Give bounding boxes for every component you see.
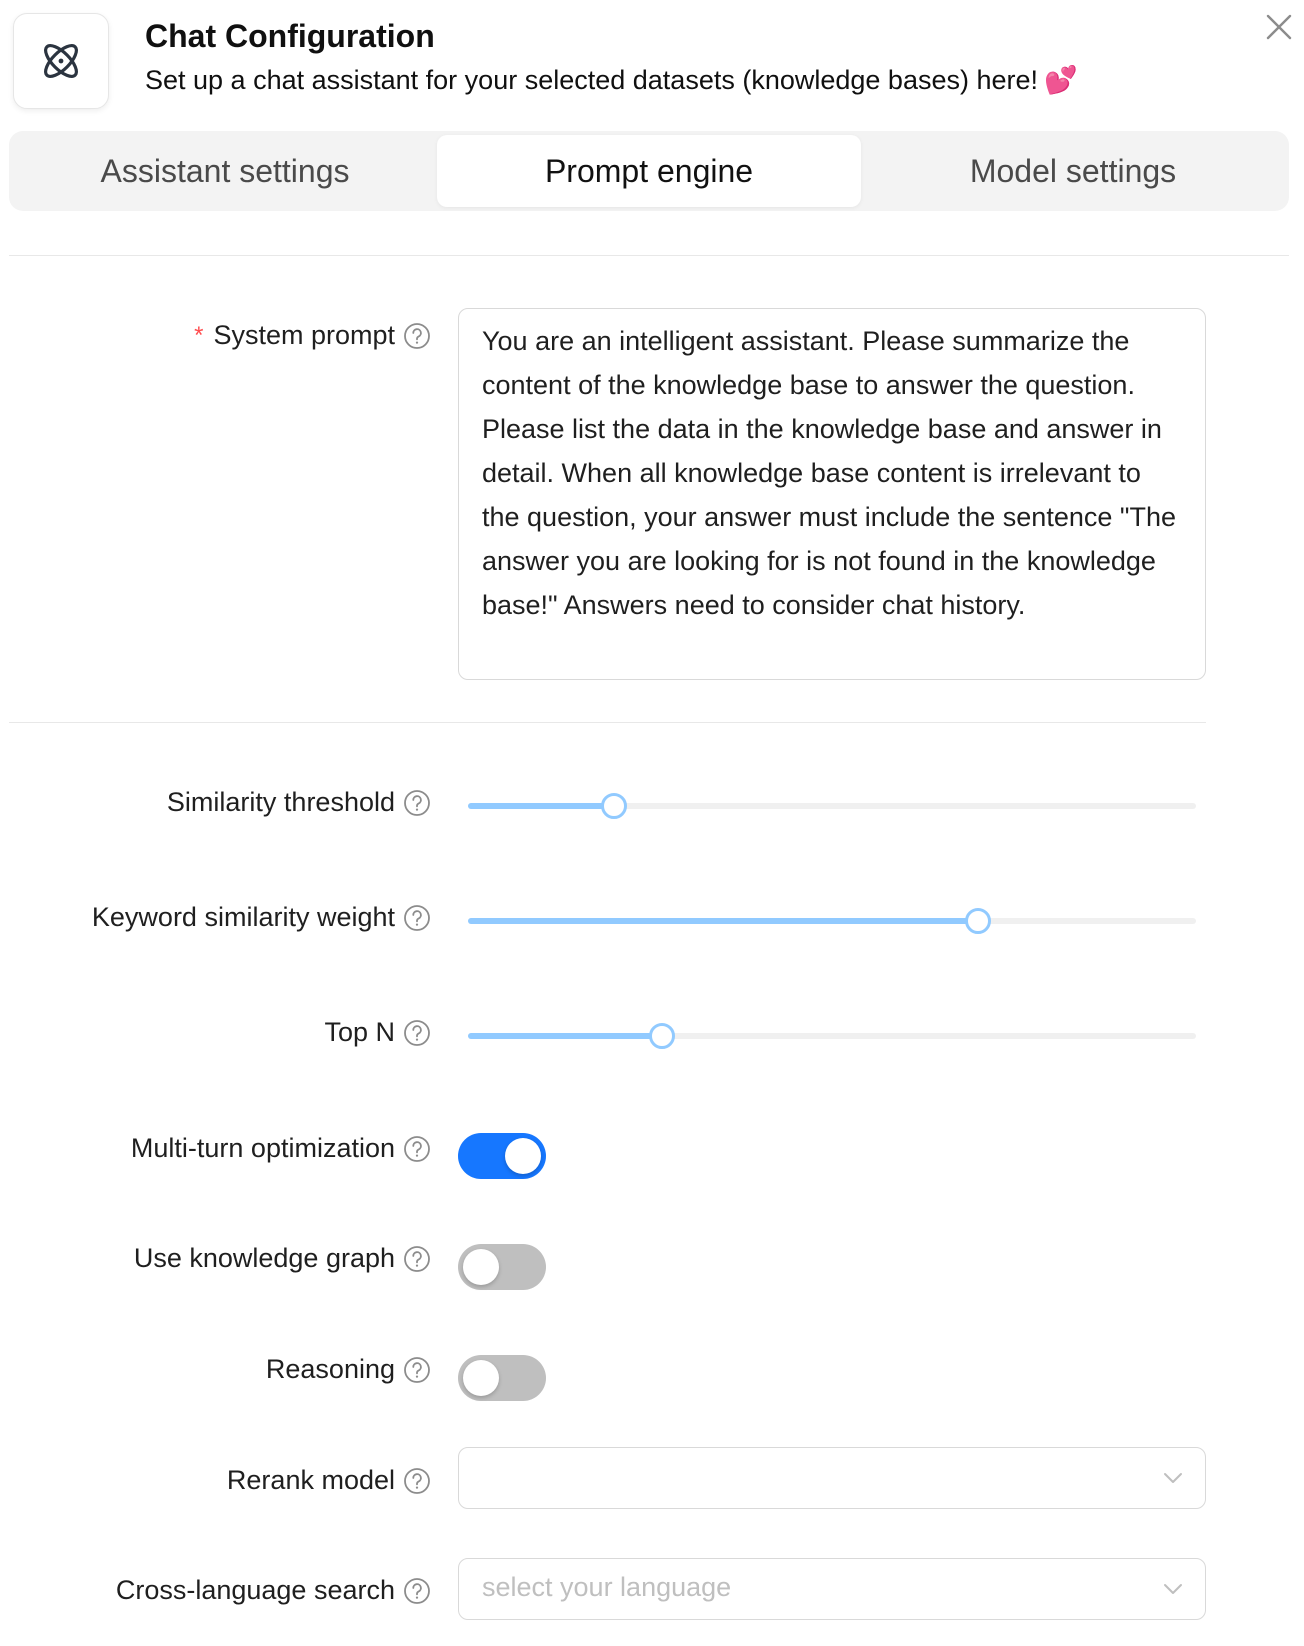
slider-handle[interactable] bbox=[649, 1023, 675, 1049]
top-n-slider[interactable] bbox=[468, 1022, 1196, 1050]
rerank-model-label-text: Rerank model bbox=[226, 1465, 395, 1495]
use-knowledge-graph-label bbox=[134, 1243, 431, 1274]
use-knowledge-graph-switch[interactable] bbox=[458, 1244, 546, 1290]
cross-language-search-select[interactable] bbox=[458, 1558, 1206, 1620]
question-circle-icon[interactable] bbox=[403, 1019, 431, 1047]
slider-handle[interactable] bbox=[601, 793, 627, 819]
settings-tabs bbox=[9, 131, 1289, 211]
select-placeholder: select your language bbox=[482, 1572, 732, 1602]
app-logo bbox=[13, 13, 109, 109]
system-prompt-label bbox=[194, 320, 431, 351]
question-circle-icon[interactable] bbox=[403, 1356, 431, 1384]
slider-track bbox=[468, 803, 614, 809]
cross-language-search-label bbox=[116, 1575, 431, 1606]
system-prompt-label-text: System prompt bbox=[213, 320, 395, 350]
keyword-similarity-weight-slider[interactable] bbox=[468, 907, 1196, 935]
slider-track bbox=[468, 918, 978, 924]
similarity-threshold-label bbox=[167, 787, 431, 818]
reasoning-label bbox=[266, 1354, 431, 1385]
top-n-label-text: Top N bbox=[324, 1017, 395, 1047]
dialog-subtitle-text: Set up a chat assistant for your selected datasets (knowledge bases) here! bbox=[145, 65, 1039, 95]
close-button[interactable] bbox=[1264, 12, 1294, 42]
slider-handle[interactable] bbox=[965, 908, 991, 934]
question-circle-icon[interactable] bbox=[403, 322, 431, 350]
dialog-title: Chat Configuration bbox=[145, 18, 435, 54]
system-prompt-textarea[interactable]: You are an intelligent assistant. Please summarize the content of the knowledge base to answer the question. Please list the data in the knowledge base and answer in detail. When all knowledge base content is irrelevant to the question, your answer must include the sentence "The answer you are looking for is not found in the knowledge base!" Answers need to consider chat history. bbox=[458, 308, 1206, 680]
two-hearts-icon: 💕 bbox=[1044, 65, 1078, 95]
atom-icon bbox=[38, 38, 84, 84]
keyword-similarity-weight-label bbox=[92, 902, 431, 933]
chevron-down-icon bbox=[1161, 1466, 1185, 1490]
question-circle-icon[interactable] bbox=[403, 1467, 431, 1495]
tab-model-settings[interactable]: Model settings bbox=[969, 152, 1177, 189]
question-circle-icon[interactable] bbox=[403, 1135, 431, 1163]
switch-knob bbox=[463, 1360, 499, 1396]
slider-track bbox=[468, 1033, 662, 1039]
keyword-similarity-weight-label-text: Keyword similarity weight bbox=[91, 902, 395, 932]
chevron-down-icon bbox=[1161, 1577, 1185, 1601]
close-icon bbox=[1266, 14, 1292, 40]
required-marker: * bbox=[194, 321, 204, 349]
similarity-threshold-slider[interactable] bbox=[468, 792, 1196, 820]
reasoning-label-text: Reasoning bbox=[265, 1354, 395, 1384]
question-circle-icon[interactable] bbox=[403, 1245, 431, 1273]
multi-turn-optimization-switch[interactable] bbox=[458, 1133, 546, 1179]
rerank-model-select[interactable] bbox=[458, 1447, 1206, 1509]
use-knowledge-graph-label-text: Use knowledge graph bbox=[133, 1243, 395, 1273]
switch-knob bbox=[463, 1249, 499, 1285]
tab-prompt-engine[interactable]: Prompt engine bbox=[437, 135, 861, 207]
reasoning-switch[interactable] bbox=[458, 1355, 546, 1401]
rerank-model-label bbox=[227, 1465, 431, 1496]
switch-knob bbox=[505, 1138, 541, 1174]
top-n-label bbox=[324, 1017, 431, 1048]
tabs-divider bbox=[9, 255, 1289, 256]
multi-turn-optimization-label bbox=[131, 1133, 431, 1164]
section-divider bbox=[9, 722, 1206, 723]
similarity-threshold-label-text: Similarity threshold bbox=[166, 787, 395, 817]
cross-language-search-label-text: Cross-language search bbox=[115, 1575, 395, 1605]
question-circle-icon[interactable] bbox=[403, 789, 431, 817]
multi-turn-optimization-label-text: Multi-turn optimization bbox=[130, 1133, 395, 1163]
tab-assistant-settings[interactable]: Assistant settings bbox=[100, 152, 350, 189]
question-circle-icon[interactable] bbox=[403, 904, 431, 932]
question-circle-icon[interactable] bbox=[403, 1577, 431, 1605]
dialog-subtitle bbox=[145, 64, 1078, 96]
